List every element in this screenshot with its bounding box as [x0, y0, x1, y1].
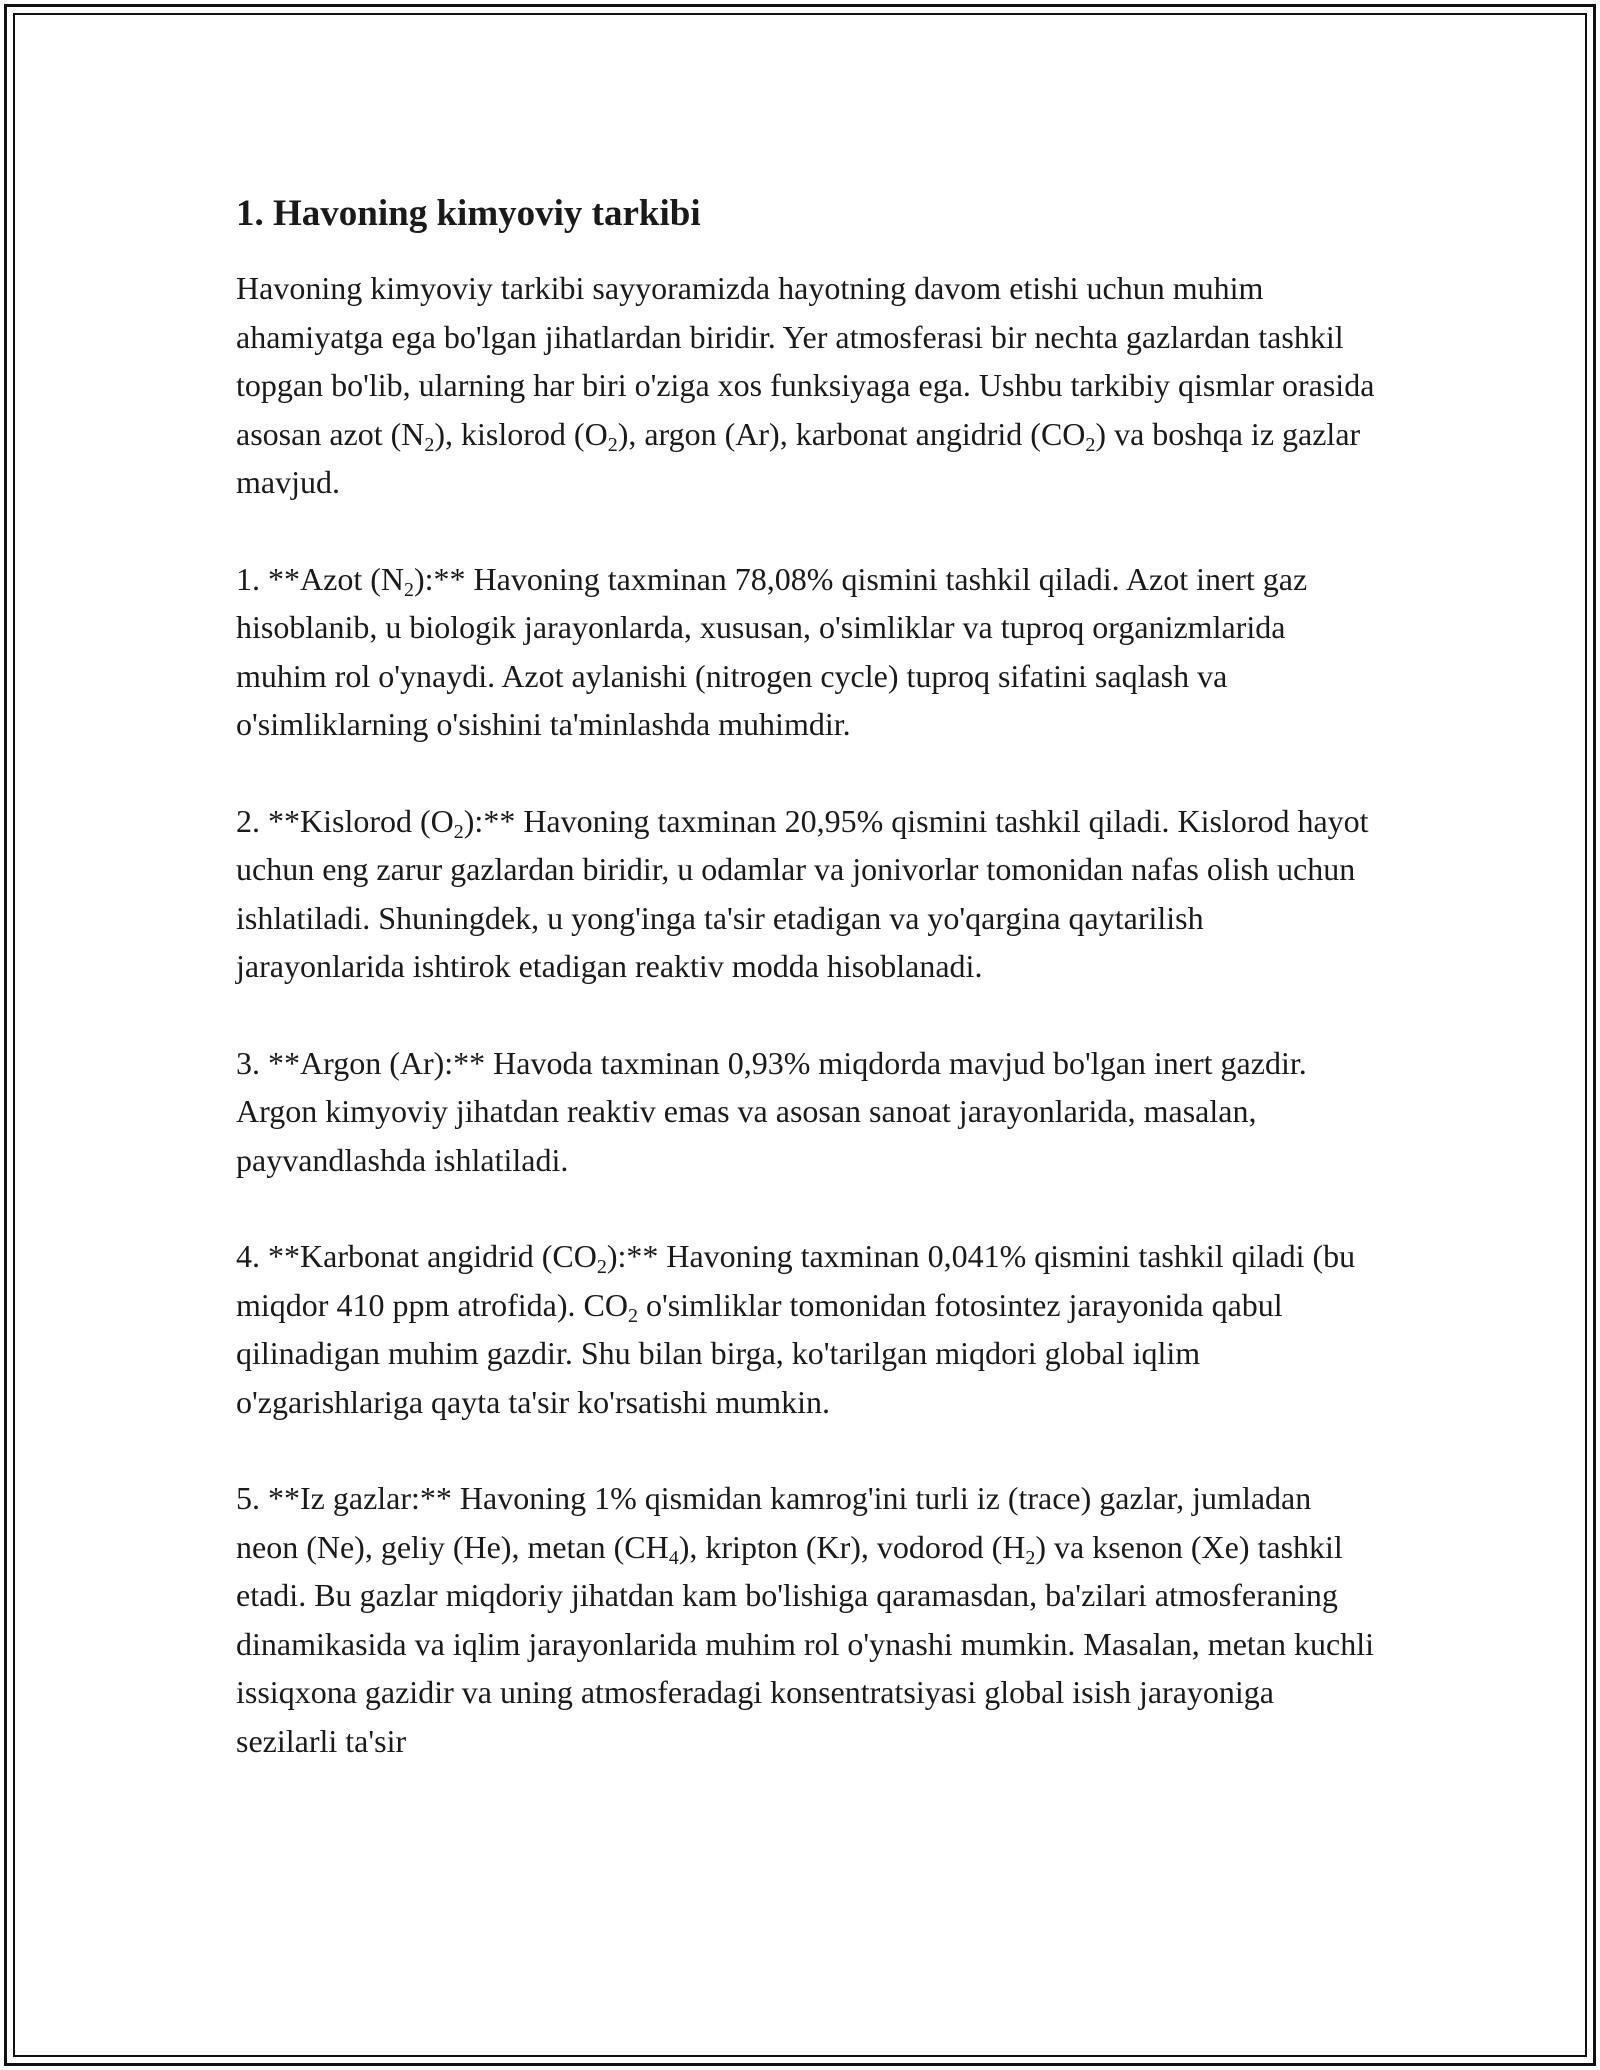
intro-text-1: Havoning kimyoviy tarkibi sayyoramizda hayotning davom etishi uchun muhim ahamiyatga ega bo'lgan jihatlardan biridir. Yer atmosferasi bir nechta gazlardan tashkil topgan bo'lib, ularning har biri o'ziga xos funksiyaga ega. Ushbu tarkibiy qismlar orasida asosan azot (N — [236, 270, 1375, 452]
co2-text-2: ):** Havoning taxminan 0,041% qismini tashkil qiladi (bu miqdor 410 ppm atrofida). CO — [236, 1238, 1356, 1323]
trace-text-3: ) va ksenon (Xe) tashkil etadi. Bu gazlar miqdoriy jihatdan kam bo'lishiga qaramasdan, ba'zilari atmosferaning dinamikasida va iqlim jarayonlarida muhim rol o'ynashi mumkin. Masalan, metan kuchli issiqxona gazidir va uning atmosferadagi konsentratsiyasi global isish jarayoniga sezilarli ta'sir — [236, 1528, 1374, 1759]
co2-subscript-1: 2 — [596, 1256, 607, 1278]
intro-text-2: ), kislorod (O — [434, 415, 608, 452]
list-item-nitrogen — [236, 555, 1376, 749]
trace-text-2: ), kripton (Kr), vodorod (H — [678, 1528, 1026, 1565]
intro-text-3: ), argon (Ar), karbonat angidrid (CO — [617, 415, 1086, 452]
intro-text-4: ) va boshqa iz gazlar mavjud. — [236, 415, 1361, 500]
nitrogen-text-2: ):** Havoning taxminan 78,08% qismini tashkil qiladi. Azot inert gaz hisoblanib, u biologik jarayonlarda, xususan, o'simliklar va tuproq organizmlarida muhim rol o'ynaydi. Azot aylanishi (nitrogen cycle) tuproq sifatini saqlash va o'simliklarning o'sishini ta'minlashda muhimdir. — [236, 560, 1308, 742]
trace-subscript-1: 4 — [668, 1546, 679, 1569]
trace-subscript-2: 2 — [1025, 1546, 1036, 1569]
list-item-carbon-dioxide — [236, 1232, 1376, 1426]
intro-subscript-3: 2 — [1085, 433, 1096, 456]
co2-text-3: o'simliklar tomonidan fotosintez jarayonida qabul qilinadigan muhim gazdir. Shu bilan birga, ko'tarilgan miqdori global iqlim o'zgarishlariga qayta ta'sir ko'rsatishi mumkin. — [236, 1286, 1283, 1420]
document-body — [236, 188, 1376, 1813]
co2-text-1: 4. **Karbonat angidrid (CO — [236, 1238, 597, 1274]
intro-subscript-1: 2 — [424, 433, 435, 456]
nitrogen-text-1: 1. **Azot (N — [236, 560, 404, 597]
list-item-oxygen — [236, 797, 1376, 991]
intro-subscript-2: 2 — [607, 433, 618, 456]
trace-text-1: 5. **Iz gazlar:** Havoning 1% qismidan kamrog'ini turli iz (trace) gazlar, jumladan neon (Ne), geliy (He), metan (CH — [236, 1480, 1312, 1565]
section-heading: 1. Havoning kimyoviy tarkibi — [236, 193, 701, 234]
argon-text: 3. **Argon (Ar):** Havoda taxminan 0,93% miqdorda mavjud bo'lgan inert gazdir. Argon kimyoviy jihatdan reaktiv emas va asosan sanoat jarayonlarida, masalan, payvandlashda ishlatiladi. — [236, 1044, 1307, 1178]
oxygen-text-1: 2. **Kislorod (O — [236, 802, 454, 839]
oxygen-text-2: ):** Havoning taxminan 20,95% qismini tashkil qiladi. Kislorod hayot uchun eng zarur gazlardan biridir, u odamlar va jonivorlar tomonidan nafas olish uchun ishlatiladi. Shuningdek, u yong'inga ta'sir etadigan va yo'qargina qaytarilish jarayonlarida ishtirok etadigan reaktiv modda hisoblanadi. — [236, 802, 1369, 984]
list-item-argon — [236, 1039, 1376, 1185]
nitrogen-subscript: 2 — [403, 578, 414, 601]
co2-subscript-2: 2 — [627, 1304, 638, 1327]
intro-paragraph — [236, 264, 1376, 507]
oxygen-subscript: 2 — [453, 820, 464, 843]
list-item-trace-gases — [236, 1474, 1376, 1765]
